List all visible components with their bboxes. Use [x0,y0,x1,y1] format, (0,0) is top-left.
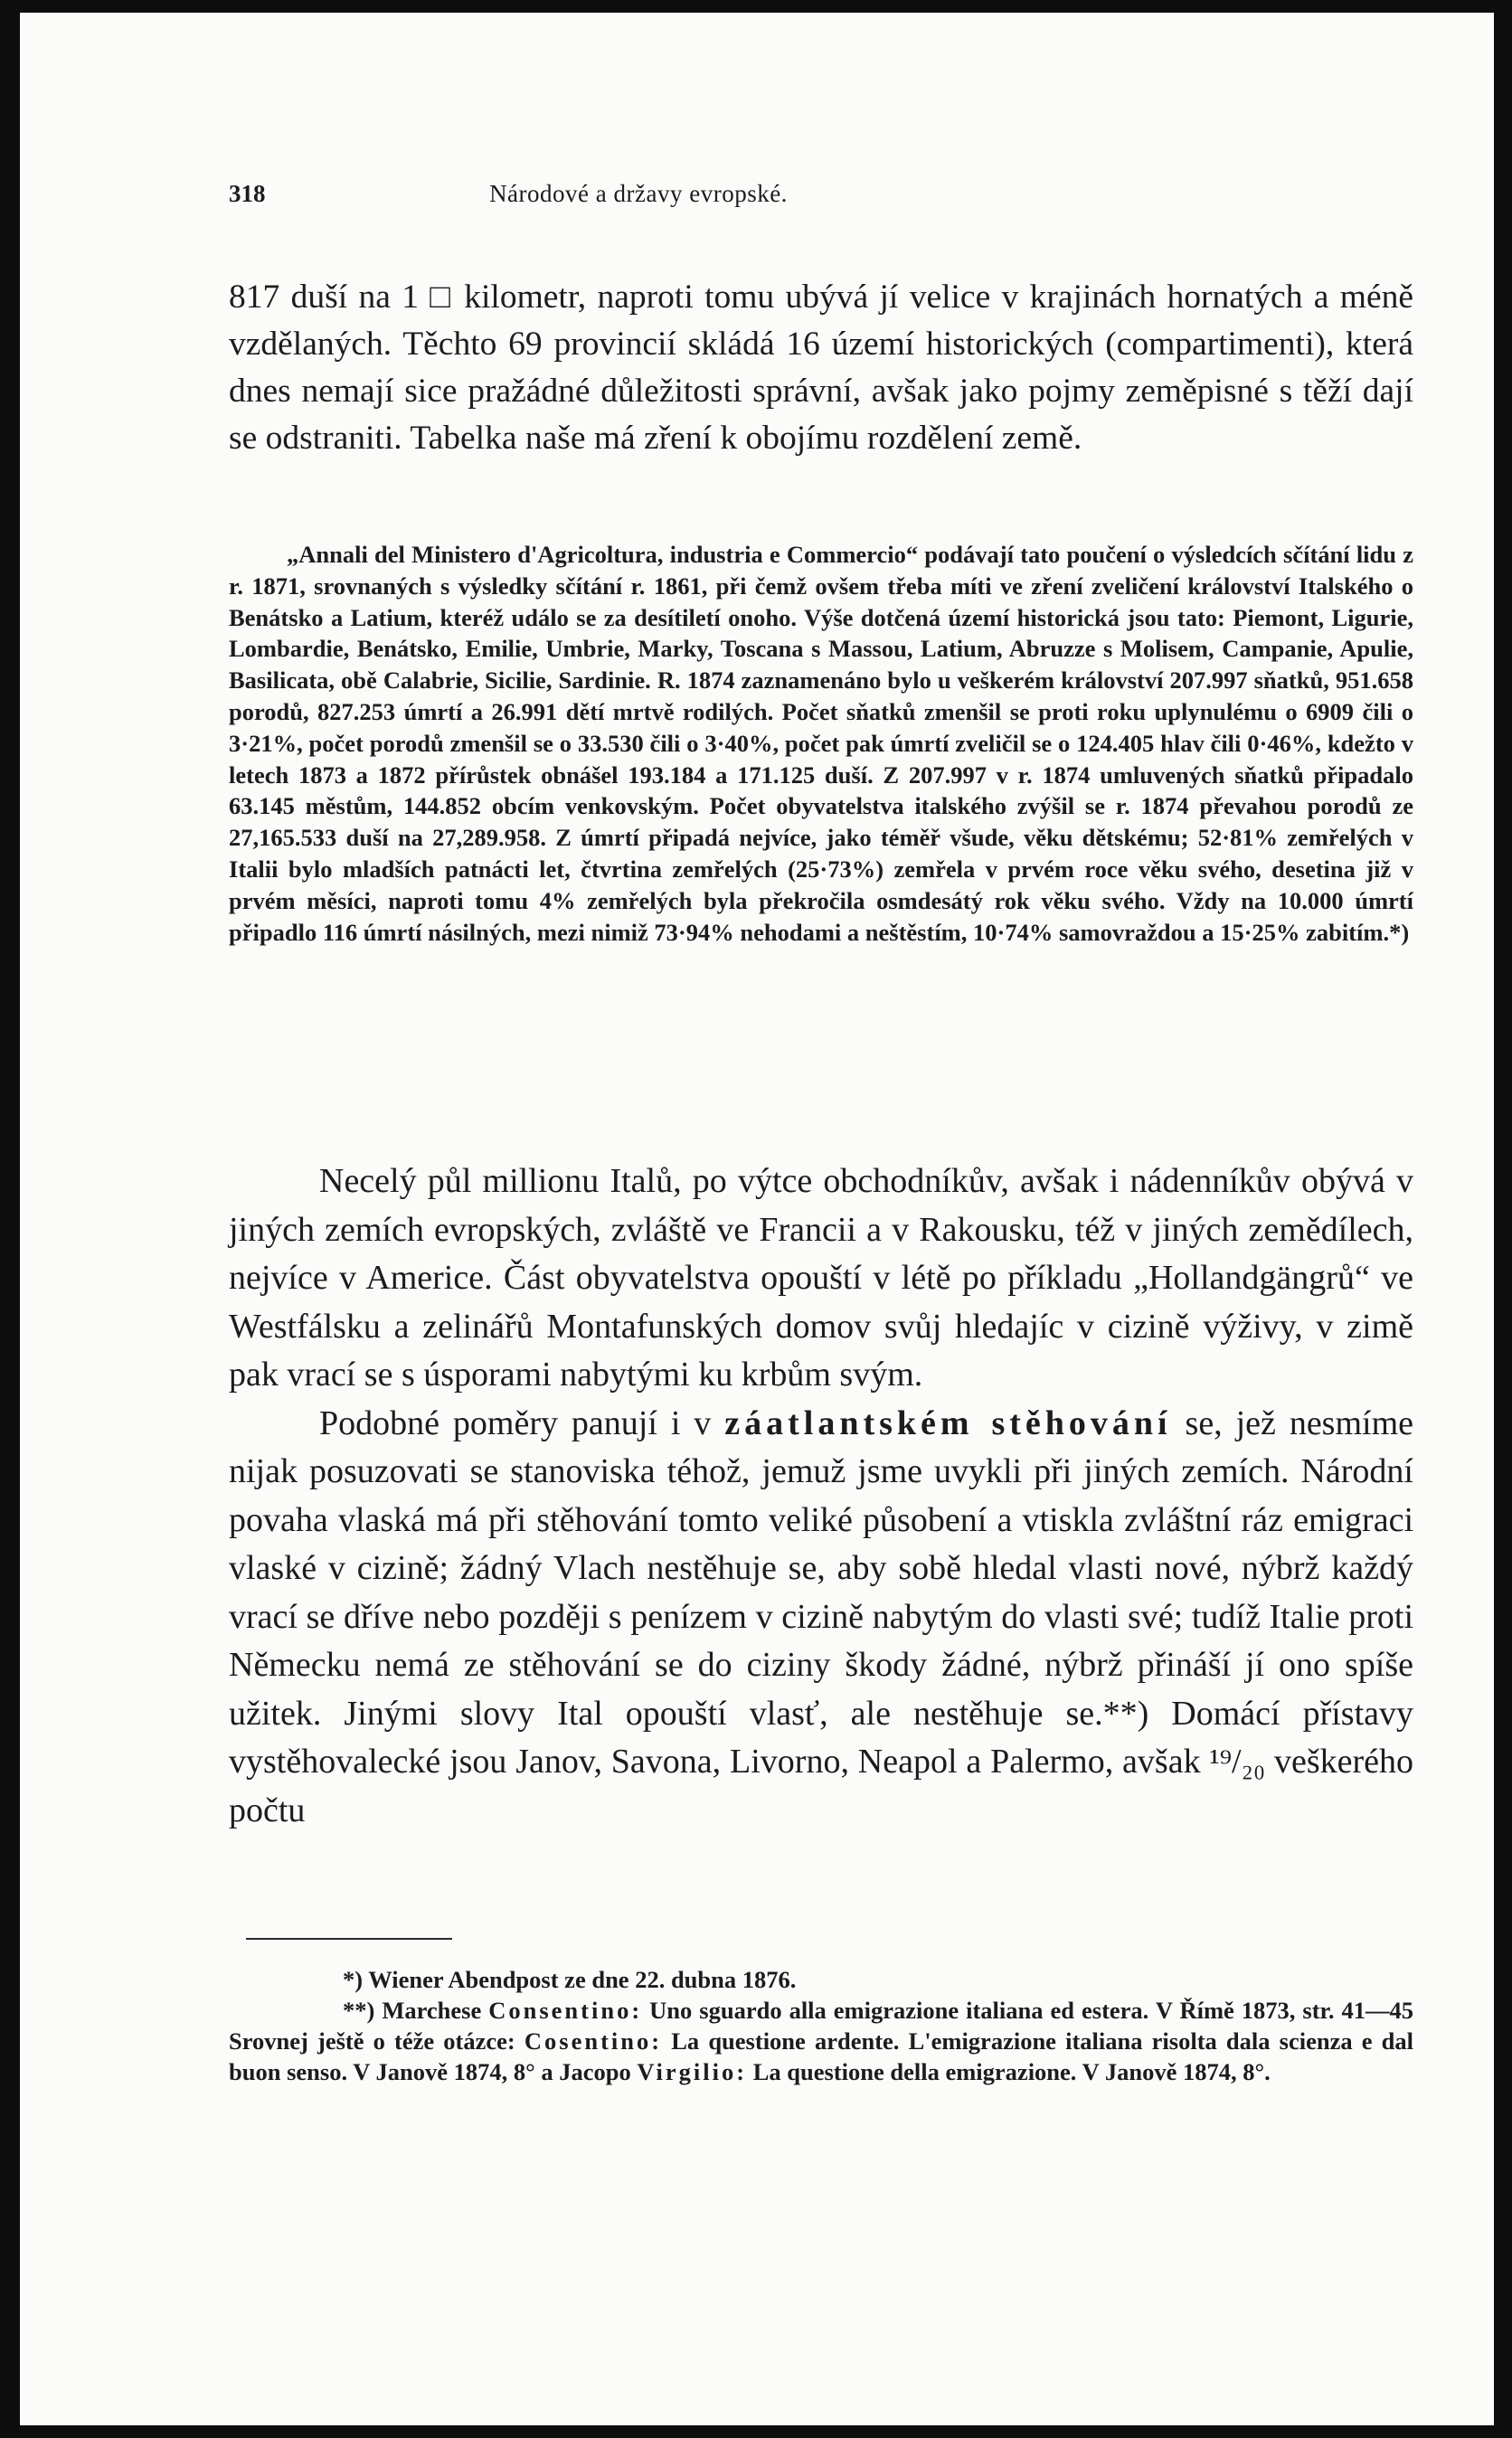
emigration-paragraph-2 [229,1400,1413,1836]
emigration-p2-start: Podobné poměry panují i v [319,1403,712,1442]
intro-paragraph [229,274,1413,462]
footnote-author-1: Consentino: [488,1997,643,2024]
footnotes [229,1964,1413,2087]
emigration-p2-rest: se, jež nesmíme nijak posuzovati se stanoviska téhož, jemuž jsme uvykli při jiných zemích. Národní povaha vlaská má při stěhování tomto veliké působení a vtiskla zvláštní ráz emigraci vlaské v cizině; žádný Vlach nestěhuje se, aby sobě hledal vlasti nové, nýbrž každý vrací se dříve nebo později s penízem v cizině nabytým do vlasti své; tudíž Italie proti Německu nemá ze stěhování se do ciziny škody žádné, nýbrž přináší jí ono spíše užitek. Jinými slovy Ital opouští vlasť, ale nestěhuje se.**) Domácí přístavy vystěhovalecké jsou Janov, Savona, Livorno, Neapol a Palermo, avšak ¹⁹/₂₀ veškerého počtu [229,1403,1414,1829]
footnote-divider [246,1938,452,1940]
footnote-1: *) Wiener Abendpost ze dne 22. dubna 1876. [343,1966,797,1993]
emigration-paragraph-1: Necelý půl millionu Italů, po výtce obchodníkův, avšak i nádenníkův obývá v jiných zemích evropských, zvláště ve Francii a v Rakousku, též v jiných zemědílech, nejvíce v Americe. Část obyvatelstva opouští v létě po příkladu „Hollandgängrů“ ve Westfálsku a zelinářů Montafunských domov svůj hledajíc v cizině výživy, v zimě pak vrací se s úsporami nabytými ku krbům svým. [229,1162,1413,1394]
emphasis-transatlantic-emigration: záatlantském stěhování [724,1403,1172,1442]
intro-text: 817 duší na 1 □ kilometr, naproti tomu ubývá jí velice v krajinách hornatých a méně vzdělaných. Těchto 69 provincií skládá 16 území historických (compartimenti), která dnes nemají sice pražádné důležitosti správní, avšak jako pojmy zeměpisné s těží dají se odstraniti. Tabelka naše má zření k obojímu rozdělení země. [229,279,1413,457]
footnote-2-part-c: La questione ardente. L'emigrazione italiana risolta dala scienza e dal buon senso. V Janově 1874, 8° a Jacopo [229,2027,1414,2085]
footnote-2-lead: **) Marchese [343,1997,482,2024]
emigration-section [229,1158,1413,1835]
statistics-text: „Annali del Ministero d'Agricoltura, industria e Commercio“ podávají tato poučení o výsledcích sčítání lidu z r. 1871, srovnaných s výsledky sčítání r. 1861, při čemž ovšem třeba míti ve zření zveličení království Italského o Benátsko a Latium, kteréž událo se za desítiletí onoho. Výše dotčená území historická jsou tato: Piemont, Ligurie, Lombardie, Benátsko, Emilie, Umbrie, Marky, Toscana s Massou, Latium, Abruzze s Molisem, Campanie, Apulie, Basilicata, obě Calabrie, Sicilie, Sardinie. R. 1874 zaznamenáno bylo u veškerém království 207.997 sňatků, 951.658 porodů, 827.253 úmrtí a 26.991 dětí mrtvě rodilých. Počet sňatků zmenšil se proti roku uplynulému o 6909 čili o 3·21%, počet porodů zmenšil se o 33.530 čili o 3·40%, počet pak úmrtí zveličil se o 124.405 hlav čili 0·46%, kdežto v letech 1873 a 1872 přírůstek obnášel 193.184 a 171.125 duší. Z 207.997 v r. 1874 umluvených sňatků připadalo 63.145 městům, 144.852 obcím venkovským. Počet obyvatelstva italského zvýšil se r. 1874 převahou porodů ze 27,165.533 duší na 27,289.958. Z úmrtí připadá nejvíce, jako téměř všude, věku dětskému; 52·81% zemřelých v Italii bylo mladších patnácti let, čtvrtina zemřelých (25·73%) zemřela v prvém roce věku svého, desetina již v prvém měsíci, naproti tomu 4% zemřelých byla překročila osmdesátý rok věku svého. Vždy na 10.000 úmrtí připadlo 116 úmrtí násilných, mezi nimiž 73·94% nehodami a neštěstím, 10·74% samovraždou a 15·25% zabitím.*) [229,541,1413,946]
footnote-2-part-d: La questione della emigrazione. V Janově 1874, 8°. [752,2058,1271,2085]
footnote-author-2: Cosentino: [524,2027,663,2055]
footnote-author-3: Virgilio: [637,2058,748,2085]
footnote-2-part-b: Uno sguardo alla emigrazione italiana ed estera. V Římě 1873, str. 41—45 Srovnej ještě o téže otázce: [229,1997,1414,2055]
statistics-block [229,539,1413,948]
running-title: Národové a državy evropské. [489,180,788,207]
footnote-2 [229,1995,1413,2087]
page-number: 318 [229,180,266,207]
